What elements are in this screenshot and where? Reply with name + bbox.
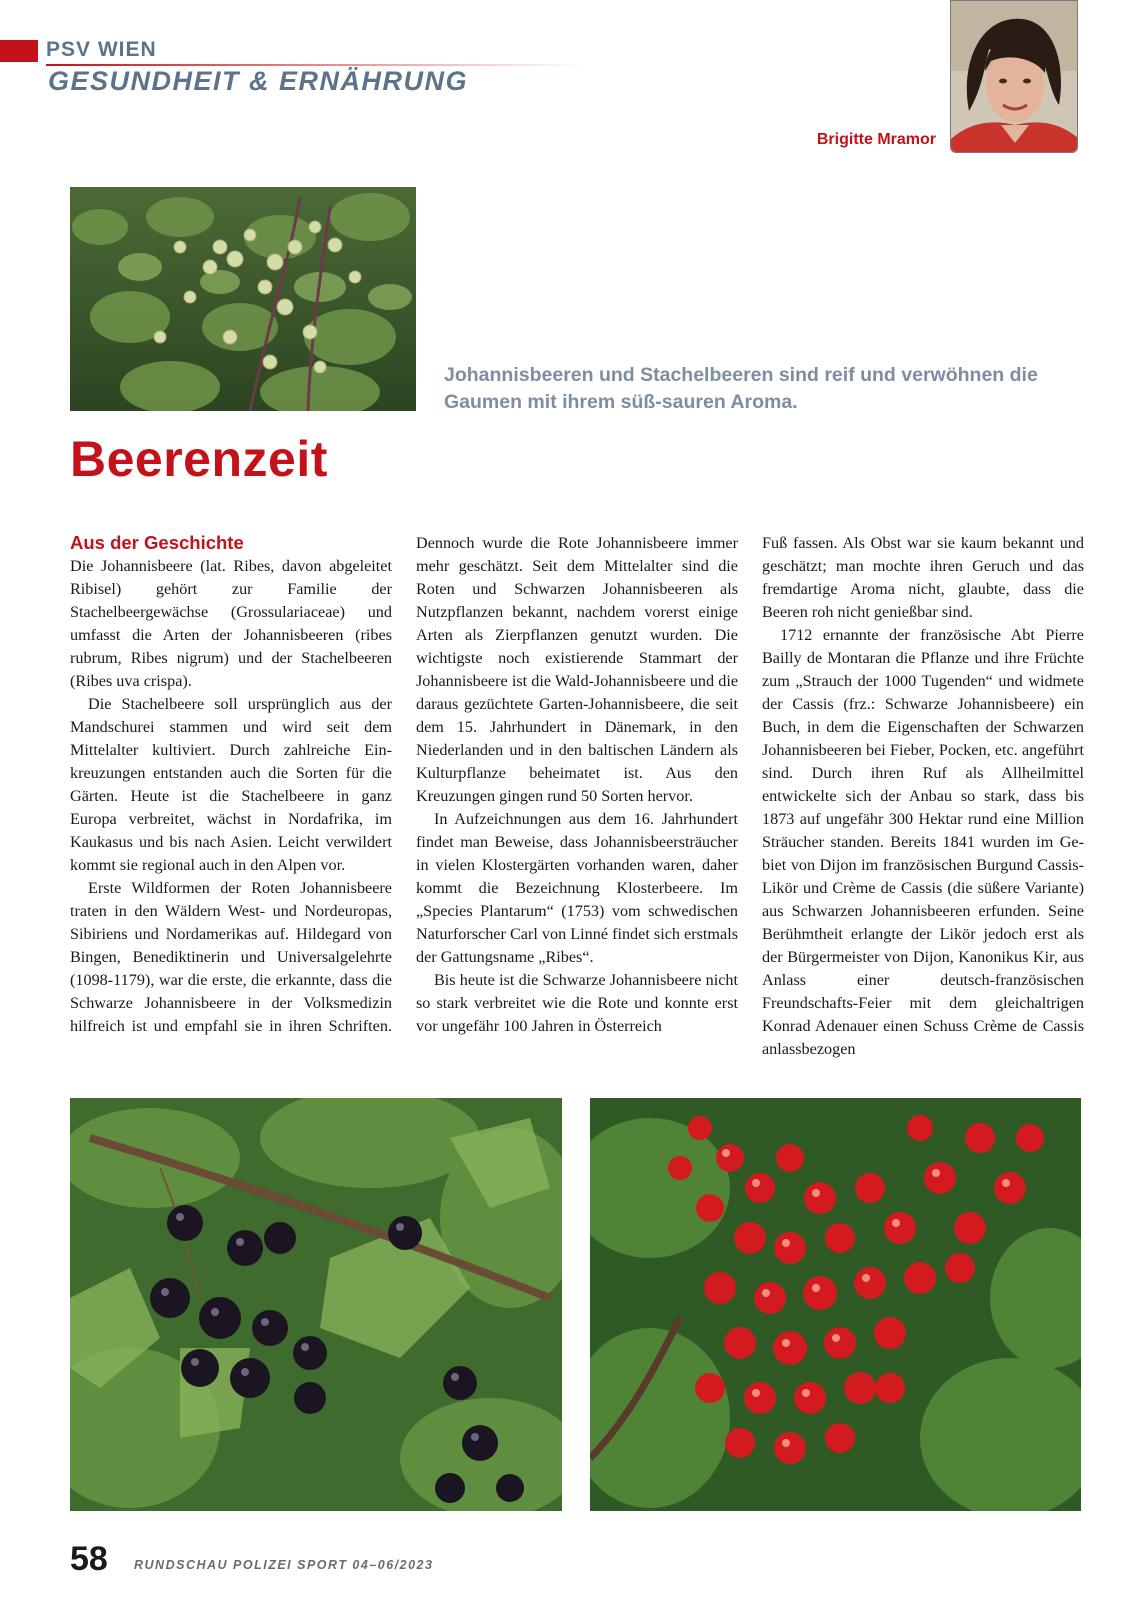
paragraph: 1712 ernannte der französische Abt Pierre Bailly de Montaran die Pflanze und ihre Früchte zum „Strauch der 1000 Tugenden“ und widmete der Cassis (frz.: Schwarze Johannisbeere) ein Buch, in dem die Eigenschaften der Schwarzen Johannisbeeren bei Fieber, Pocken, etc. angeführt sind. Durch ihren Ruf als Allheilmittel entwickelte sich der Anbau so stark, dass bis 1873 auf ungefähr 300 Hektar rund eine Million Sträucher standen. Bereits 1841 wurden im Gebiet von Dijon im französischen Burgund Cassis-Likör und Crème de Cassis (die süßere Variante) aus Schwarzen Johannisbeeren erfunden. Seine Berühmtheit erlangte der Likör jedoch erst als der Bürgermeister von Dijon, Kanonikus Kir, aus Anlass einer deutsch-französischen Freundschafts-Feier mit dem gleichaltrigen Konrad Adenauer einen Schuss Crème de Cassis anlassbezogen	[762, 626, 1084, 1058]
redcurrant-image	[590, 1098, 1081, 1511]
blackcurrant-photo	[70, 1098, 562, 1511]
text-column-2	[416, 532, 738, 1038]
gooseberry-bush-image	[70, 187, 416, 411]
author-photo	[950, 0, 1078, 153]
page-number: 58	[70, 1540, 108, 1578]
gooseberry-photo	[70, 187, 416, 411]
article-title: Beerenzeit	[70, 431, 328, 487]
paragraph: Bis heute ist die Schwarze Johannisbeere nicht so stark verbreitet wie die Rote und konnte erst vor ungefähr 100 Jahren in Österreich	[416, 971, 738, 1035]
article-lead: Johannisbeeren und Stachelbeeren sind reif und verwöhnen die Gaumen mit ihrem süß-sauren Aroma.	[444, 364, 1038, 413]
blackcurrant-image	[70, 1098, 562, 1511]
paragraph: Dennoch wurde die Rote Johannisbeere immer mehr geschätzt. Seit dem Mittelalter sind die Roten und Schwarzen Johannisbeeren als Nutzpflanzen bekannt, nachdem vorerst einige Arten als Zierpflanzen genutzt wurden. Die wichtigste noch existierende Stammart der Johannisbeere ist die Wald-Johannisbeere und die daraus gezüchtete Garten-Johannisbeere, die seit dem 15. Jahrhundert in Dänemark, in den Niederlanden und in den baltischen Ländern als Kulturpflanze beheimatet ist. Aus den Kreuzungen gingen rund 50 Sorten hervor.	[416, 534, 738, 805]
author-name: Brigitte Mramor	[816, 131, 936, 148]
paragraph: Erste Wildformen der Roten Johannisbeere traten in den Wäldern West- und Nordeuropas, Sibiriens und Nordamerikas auf. Hildegard von Bingen, Benediktinerin und Universalgelehrte (1098-1179), war die erste, die erkannte, dass die Schwarze Johannisbeere in der Volksmedizin hilfreich ist und empfahl sie in ihren Schriften.	[70, 879, 392, 1035]
header-section-label: PSV WIEN	[46, 38, 157, 61]
text-column-1	[70, 531, 392, 1038]
paragraph: In Aufzeichnungen aus dem 16. Jahrhundert findet man Beweise, dass Johannisbeersträucher in vielen Klostergärten vorhanden waren, daher kommt die Bezeichnung Klosterbeere. Im „Species Plantarum“ (1753) vom schwedischen Naturforscher Carl von Linné findet sich erstmals der Gattungsname „Ribes“.	[416, 810, 738, 966]
redcurrant-photo	[590, 1098, 1081, 1511]
header-topic: GESUNDHEIT & ERNÄHRUNG	[48, 66, 469, 96]
paragraph: Die Stachelbeere soll ursprünglich aus der Mandschurei stammen und wird seit dem Mittelalter kultiviert. Durch zahlreiche Einkreuzungen entstanden auch die Sorten für die Gärten. Heute ist die Stachelbeere in ganz Europa verbreitet, wächst in Nordafrika, im Kaukasus und bis nach Asien. Leicht verwildert kommt sie regional auch in den Alpen vor.	[70, 695, 392, 874]
author-portrait-image	[951, 1, 1078, 153]
header-red-bar	[0, 40, 38, 62]
magazine-name: RUNDSCHAU POLIZEI SPORT 04–06/2023	[134, 1558, 434, 1572]
paragraph: Die Johannisbeere (lat. Ribes, davon abgeleitet Ribisel) gehört zur Familie der Stachelbeergewächse (Grossulariaceae) und umfasst die Arten der Johannisbeeren (ribes rubrum, Ribes nigrum) und der Stachelbeeren (Ribes uva crispa).	[70, 557, 392, 690]
text-column-3	[762, 532, 1084, 1061]
paragraph: Fuß fassen. Als Obst war sie kaum bekannt und geschätzt; man mochte ihren Geruch und das fremdartige Aroma nicht, glaubte, dass die Beeren roh nicht genießbar sind.	[762, 534, 1084, 621]
article-subhead: Aus der Geschichte	[70, 532, 244, 553]
